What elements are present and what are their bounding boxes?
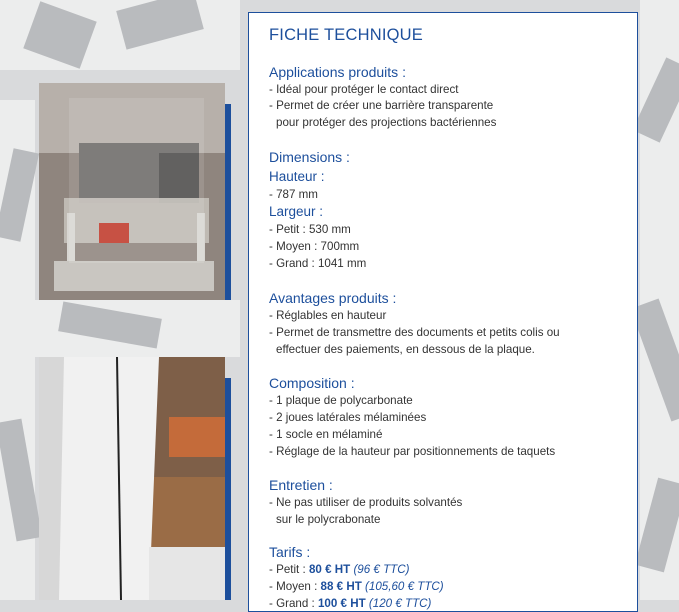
hauteur-label: Hauteur : (269, 169, 325, 184)
price-ttc: (96 € TTC) (353, 563, 410, 576)
entretien-heading: Entretien : (269, 477, 333, 493)
page-title: FICHE TECHNIQUE (269, 26, 423, 44)
list-item: - Petit : 530 mm (269, 223, 351, 236)
price-ht: 88 € HT (320, 580, 362, 593)
price-ht: 80 € HT (308, 563, 351, 576)
price-size-label: - Petit : (269, 563, 309, 576)
list-item: - 1 plaque de polycarbonate (269, 394, 413, 407)
list-item: - Réglables en hauteur (269, 309, 387, 322)
composition-heading: Composition : (269, 375, 355, 391)
price-row (269, 597, 431, 610)
list-item: - Réglage de la hauteur par positionnements de taquets (269, 445, 556, 458)
list-item: sur le polycrabonate (276, 513, 381, 526)
list-item: - 1 socle en mélaminé (269, 428, 383, 441)
list-item: pour protéger des projections bactériennes (276, 116, 497, 129)
list-item: - Permet de créer une barrière transparente (269, 99, 494, 112)
list-item: - Grand : 1041 mm (269, 257, 367, 270)
list-item: - 2 joues latérales mélaminées (269, 411, 427, 424)
photo-accent-bar (225, 378, 231, 600)
price-row (269, 563, 409, 576)
price-size-label: - Moyen : (269, 580, 321, 593)
tarifs-heading: Tarifs : (269, 544, 311, 560)
product-photo-side (39, 357, 225, 600)
price-ttc: (105,60 € TTC) (365, 580, 444, 593)
dimensions-heading: Dimensions : (269, 149, 350, 165)
list-item: - Idéal pour protéger le contact direct (269, 83, 459, 96)
price-ht: 100 € HT (317, 597, 366, 610)
avantages-heading: Avantages produits : (269, 290, 397, 306)
largeur-label: Largeur : (269, 204, 324, 219)
product-photo-front (39, 83, 225, 300)
list-item: - Moyen : 700mm (269, 240, 360, 253)
photo-accent-bar (225, 104, 231, 300)
price-size-label: - Grand : (269, 597, 318, 610)
price-row (269, 580, 444, 593)
list-item: - Permet de transmettre des documents et petits colis ou (269, 326, 560, 339)
list-item: - Ne pas utiliser de produits solvantés (269, 496, 463, 509)
price-ttc: (120 € TTC) (368, 597, 432, 610)
applications-heading: Applications produits : (269, 64, 406, 80)
technical-sheet (248, 12, 638, 612)
list-item: - 787 mm (269, 188, 318, 201)
list-item: effectuer des paiements, en dessous de la plaque. (276, 343, 535, 356)
